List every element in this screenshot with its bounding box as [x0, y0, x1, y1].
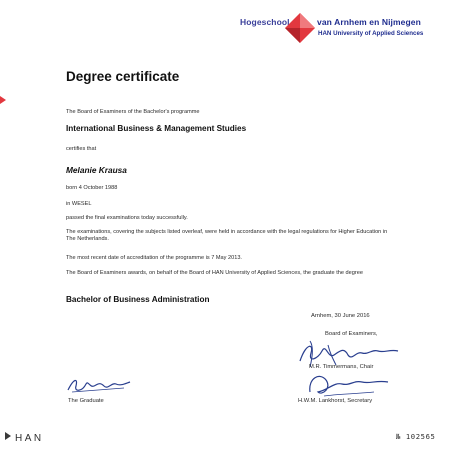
programme-name: International Business & Management Studies [66, 124, 247, 133]
footer-brand-text: HAN [15, 433, 44, 444]
student-name: Melanie Krausa [66, 165, 127, 175]
graduate-signature-icon [64, 374, 136, 396]
accreditation-line: The most recent date of accreditation of the programme is 7 May 2013. [66, 255, 242, 261]
board-label: Board of Examiners, [325, 331, 378, 337]
birth-date: born 4 October 1988 [66, 185, 118, 191]
place-date: Arnhem, 30 June 2016 [311, 313, 370, 319]
institution-subtitle: HAN University of Applied Sciences [318, 30, 424, 37]
secretary-signature-icon [304, 370, 394, 400]
award-line: The Board of Examiners awards, on behalf of the Board of HAN University of Applied Sciences, the graduate the degree [66, 270, 363, 276]
degree-name: Bachelor of Business Administration [66, 295, 210, 304]
birth-place: in WESEL [66, 201, 92, 207]
board-line: The Board of Examiners of the Bachelor's programme [66, 109, 200, 115]
institution-name-left: Hogeschool [240, 17, 290, 27]
chair-name: M.R. Timmermans, Chair [309, 364, 374, 370]
header-logo [0, 0, 453, 60]
document-title: Degree certificate [66, 69, 180, 84]
certifies-line: certifies that [66, 146, 97, 152]
graduate-label: The Graduate [68, 398, 104, 404]
han-logo-icon [283, 11, 317, 45]
passed-line: passed the final examinations today successfully. [66, 215, 188, 221]
play-triangle-icon [5, 432, 11, 440]
examinations-note: The examinations, covering the subjects listed overleaf, were held in accordance with the legal regulations for Higher Education in The Netherlands. [66, 229, 388, 243]
institution-name-right: van Arnhem en Nijmegen [317, 17, 421, 27]
secretary-name: H.W.M. Lankhorst, Secretary [298, 398, 373, 404]
footer-brand [5, 432, 44, 444]
edge-marker-icon [0, 96, 6, 104]
serial-number: № 102565 [396, 432, 436, 441]
